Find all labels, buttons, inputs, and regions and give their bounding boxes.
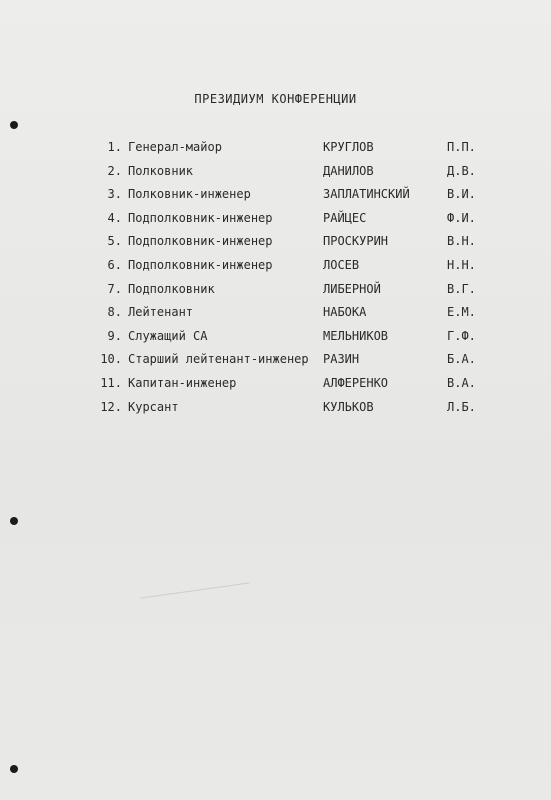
item-rank: Полковник-инженер xyxy=(128,187,251,202)
item-number: 6. xyxy=(107,257,122,272)
paper-crease xyxy=(140,582,249,598)
item-rank: Лейтенант xyxy=(128,305,194,320)
item-number: 5. xyxy=(107,234,122,249)
item-rank: Подполковник-инженер xyxy=(128,210,273,225)
item-number: 7. xyxy=(107,281,122,296)
item-number: 11. xyxy=(100,375,122,390)
list-item xyxy=(0,187,551,211)
item-surname: РАЗИН xyxy=(323,352,360,367)
item-surname: ЗАПЛАТИНСКИЙ xyxy=(323,187,410,202)
item-rank: Подполковник-инженер xyxy=(128,257,273,272)
item-initials: В.А. xyxy=(447,375,476,390)
item-initials: В.И. xyxy=(447,187,476,202)
list-item xyxy=(0,329,551,353)
list-item xyxy=(0,234,551,258)
item-surname: ЛОСЕВ xyxy=(323,257,360,272)
punch-hole xyxy=(10,765,18,773)
item-surname: АЛФЕРЕНКО xyxy=(323,375,389,390)
item-number: 8. xyxy=(107,305,122,320)
item-surname: НАБОКА xyxy=(323,305,367,320)
punch-hole xyxy=(10,121,18,129)
item-rank: Подполковник-инженер xyxy=(128,234,273,249)
item-number: 9. xyxy=(107,328,122,343)
item-surname: КРУГЛОВ xyxy=(323,140,374,154)
item-surname: ЛИБЕРНОЙ xyxy=(323,281,381,296)
item-initials: Н.Н. xyxy=(447,257,476,272)
list-item xyxy=(0,305,551,329)
list-item xyxy=(0,258,551,282)
list-item xyxy=(0,140,551,164)
list-item xyxy=(0,282,551,306)
item-rank: Капитан-инженер xyxy=(128,375,237,390)
item-initials: Д.В. xyxy=(447,163,476,178)
item-number: 10. xyxy=(100,352,122,367)
item-number: 4. xyxy=(107,210,122,225)
item-rank: Служащий СА xyxy=(128,328,208,343)
document-title: ПРЕЗИДИУМ КОНФЕРЕНЦИИ xyxy=(194,92,357,106)
item-initials: В.Г. xyxy=(447,281,476,296)
item-initials: Г.Ф. xyxy=(447,328,476,343)
item-initials: Е.М. xyxy=(447,305,476,320)
list-item xyxy=(0,376,551,400)
item-initials: Л.Б. xyxy=(447,399,476,414)
item-surname: ПРОСКУРИН xyxy=(323,234,389,249)
item-initials: Ф.И. xyxy=(447,210,476,225)
item-surname: ДАНИЛОВ xyxy=(323,163,374,178)
item-rank: Подполковник xyxy=(128,281,215,296)
item-rank: Генерал-майор xyxy=(128,140,222,154)
item-rank: Полковник xyxy=(128,163,194,178)
item-number: 3. xyxy=(107,187,122,202)
item-surname: РАЙЦЕС xyxy=(323,210,367,225)
item-rank: Старший лейтенант-инженер xyxy=(128,352,309,367)
item-surname: КУЛЬКОВ xyxy=(323,399,374,414)
item-number: 1. xyxy=(107,140,122,154)
list-item xyxy=(0,164,551,188)
list-item xyxy=(0,352,551,376)
item-number: 2. xyxy=(107,163,122,178)
item-rank: Курсант xyxy=(128,399,179,414)
list-item xyxy=(0,400,551,424)
item-number: 12. xyxy=(100,399,122,414)
item-surname: МЕЛЬНИКОВ xyxy=(323,328,389,343)
list-item xyxy=(0,211,551,235)
punch-hole xyxy=(10,517,18,525)
item-initials: П.П. xyxy=(447,140,476,154)
item-initials: Б.А. xyxy=(447,352,476,367)
item-initials: В.Н. xyxy=(447,234,476,249)
presidium-list xyxy=(0,140,551,423)
